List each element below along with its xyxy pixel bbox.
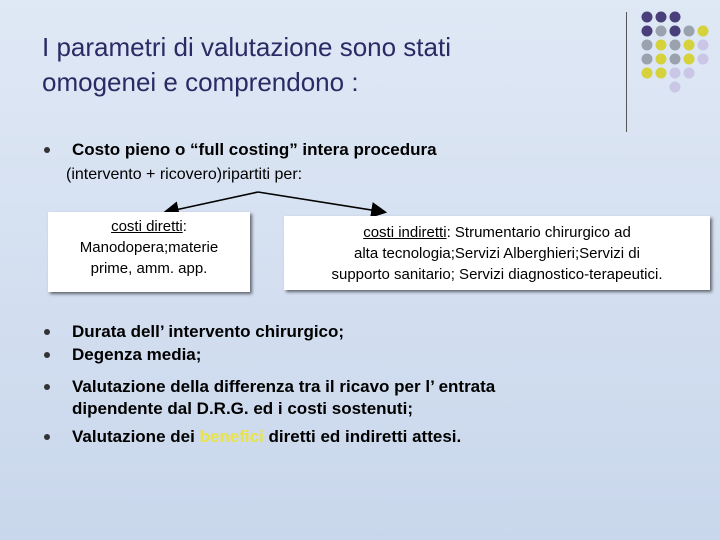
direct-costs-line-3: prime, amm. app. (90, 260, 208, 277)
list-item-benefits (72, 427, 461, 447)
direct-costs-heading (48, 216, 250, 237)
cost-item-line-2: (intervento + ricovero)ripartiti per: (66, 166, 303, 183)
arrow-left (166, 192, 258, 212)
benefits-suffix: diretti ed indiretti attesi. (263, 427, 462, 446)
bullet-icon (44, 352, 50, 358)
list-item-duration: Durata dell’ intervento chirurgico; (72, 322, 345, 341)
indirect-costs-suffix: : Strumentario chirurgico ad (446, 224, 631, 241)
indirect-costs-box (284, 216, 710, 290)
cost-item-line-1: Costo pieno o “full costing” intera procedura (72, 140, 437, 159)
indirect-costs-term: costi indiretti (363, 224, 447, 241)
list-item-difference-line-1: Valutazione della differenza tra il ricavo per l’ entrata (72, 377, 496, 396)
arrow-right (258, 192, 384, 212)
bullet-icon (44, 434, 50, 440)
list-item-difference-line-2: dipendente dal D.R.G. ed i costi sostenuti; (72, 399, 413, 418)
direct-costs-suffix: : (182, 218, 187, 235)
benefits-prefix: Valutazione dei (72, 427, 200, 446)
title-line-1: I parametri di valutazione sono stati (42, 32, 451, 62)
title-line-2: omogenei e comprendono : (42, 67, 359, 97)
benefits-highlight: benefici (199, 427, 264, 446)
bullet-icon (44, 384, 50, 390)
indirect-costs-line-2: alta tecnologia;Servizi Alberghieri;Servizi di (354, 245, 640, 262)
direct-costs-box (48, 212, 250, 292)
direct-costs-term: costi diretti (111, 218, 183, 235)
indirect-costs-line-3: supporto sanitario; Servizi diagnostico-terapeutici. (331, 266, 663, 283)
bullet-icon (44, 329, 50, 335)
indirect-costs-heading (284, 222, 710, 243)
list-item-stay: Degenza media; (72, 345, 202, 364)
direct-costs-line-2: Manodopera;materie (79, 239, 219, 256)
